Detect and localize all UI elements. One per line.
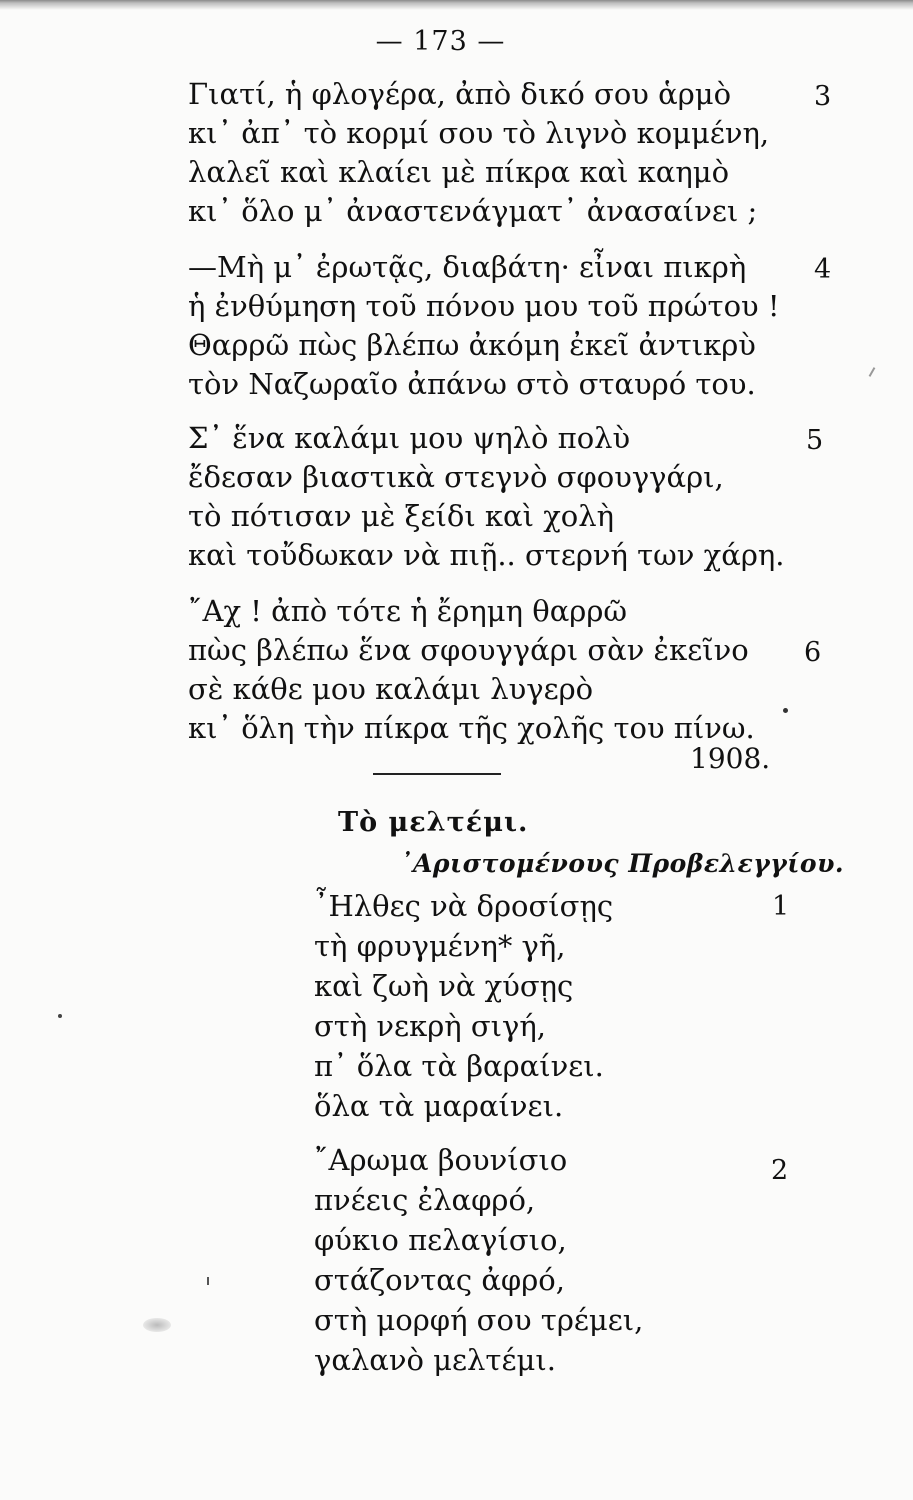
page-top-edge [0, 0, 913, 10]
poem-line: λαλεῖ καὶ κλαίει μὲ πίκρα καὶ καημὸ [188, 155, 730, 189]
poem-line: ῎Αχ ! ἀπὸ τότε ἡ ἔρημη θαρρῶ [188, 594, 628, 628]
poem-line: ῎Αρωμα βουνίσιο [314, 1143, 568, 1177]
stanza-number: 3 [814, 81, 832, 112]
poem-line: καὶ ζωὴ νὰ χύσῃς [314, 969, 574, 1003]
poem-title: Τὸ μελτέμι. [338, 807, 529, 838]
poem-line: στάζοντας ἀφρό, [314, 1263, 565, 1297]
poem-line: Γιατί, ἡ φλογέρα, ἀπὸ δικό σου ἁρμὸ [188, 77, 732, 111]
poem-line: κι᾿ ὅλη τὴν πίκρα τῆς χολῆς του πίνω. [188, 711, 755, 745]
stanza-number: 1 [772, 891, 790, 922]
poem-line: τὸ πότισαν μὲ ξείδι καὶ χολὴ [188, 499, 615, 533]
poem-line: ὅλα τὰ μαραίνει. [314, 1089, 564, 1123]
poem-line: στὴ μορφή σου τρέμει, [314, 1303, 644, 1337]
poem-line: σὲ κάθε μου καλάμι λυγερὸ [188, 672, 594, 706]
poem-line: π᾿ ὅλα τὰ βαραίνει. [314, 1049, 604, 1083]
poem-line: πὼς βλέπω ἕνα σφουγγάρι σὰν ἐκεῖνο [188, 633, 749, 667]
section-divider [373, 773, 501, 775]
scan-smudge [143, 1318, 171, 1332]
poem-line: κι᾿ ὅλο μ᾿ ἀναστενάγματ᾿ ἀνασαίνει ; [188, 194, 758, 228]
poem-author: ᾿Αριστομένους Προβελεγγίου. [400, 849, 845, 878]
stanza-number: 4 [814, 254, 832, 285]
poem-line: —Μὴ μ᾿ ἐρωτᾷς, διαβάτη· εἶναι πικρὴ [188, 250, 747, 284]
stanza-number: 6 [804, 637, 822, 668]
scan-speck [869, 367, 876, 377]
stanza-number: 5 [806, 425, 824, 456]
poem-line: τὸν Ναζωραῖο ἀπάνω στὸ σταυρό του. [188, 367, 756, 401]
poem-line: κι᾿ ἀπ᾿ τὸ κορμί σου τὸ λιγνὸ κομμένη, [188, 116, 770, 150]
poem-line: Σ᾿ ἕνα καλάμι μου ψηλὸ πολὺ [188, 421, 631, 455]
poem-date: 1908. [690, 742, 771, 775]
scan-speck [58, 1014, 62, 1018]
poem-line: Θαρρῶ πὼς βλέπω ἀκόμη ἐκεῖ ἀντικρὺ [188, 328, 756, 362]
poem-line: ἔδεσαν βιαστικὰ στεγνὸ σφουγγάρι, [188, 460, 724, 494]
scan-speck [207, 1277, 209, 1285]
stanza-number: 2 [771, 1155, 789, 1186]
poem-line: ῏Ηλθες νὰ δροσίσῃς [314, 889, 614, 923]
scan-speck [783, 708, 788, 713]
poem-line: φύκιο πελαγίσιο, [314, 1223, 567, 1257]
poem-line: καὶ τοὔδωκαν νὰ πιῇ.. στερνή των χάρη. [188, 538, 785, 572]
poem-line: ἡ ἐνθύμηση τοῦ πόνου μου τοῦ πρώτου ! [188, 289, 780, 323]
page-number: — 173 — [375, 26, 506, 57]
poem-line: πνέεις ἐλαφρό, [314, 1183, 536, 1217]
poem-line: στὴ νεκρὴ σιγή, [314, 1009, 546, 1043]
poem-line: γαλανὸ μελτέμι. [314, 1343, 556, 1377]
poem-line: τὴ φρυγμένη* γῆ, [314, 929, 566, 963]
